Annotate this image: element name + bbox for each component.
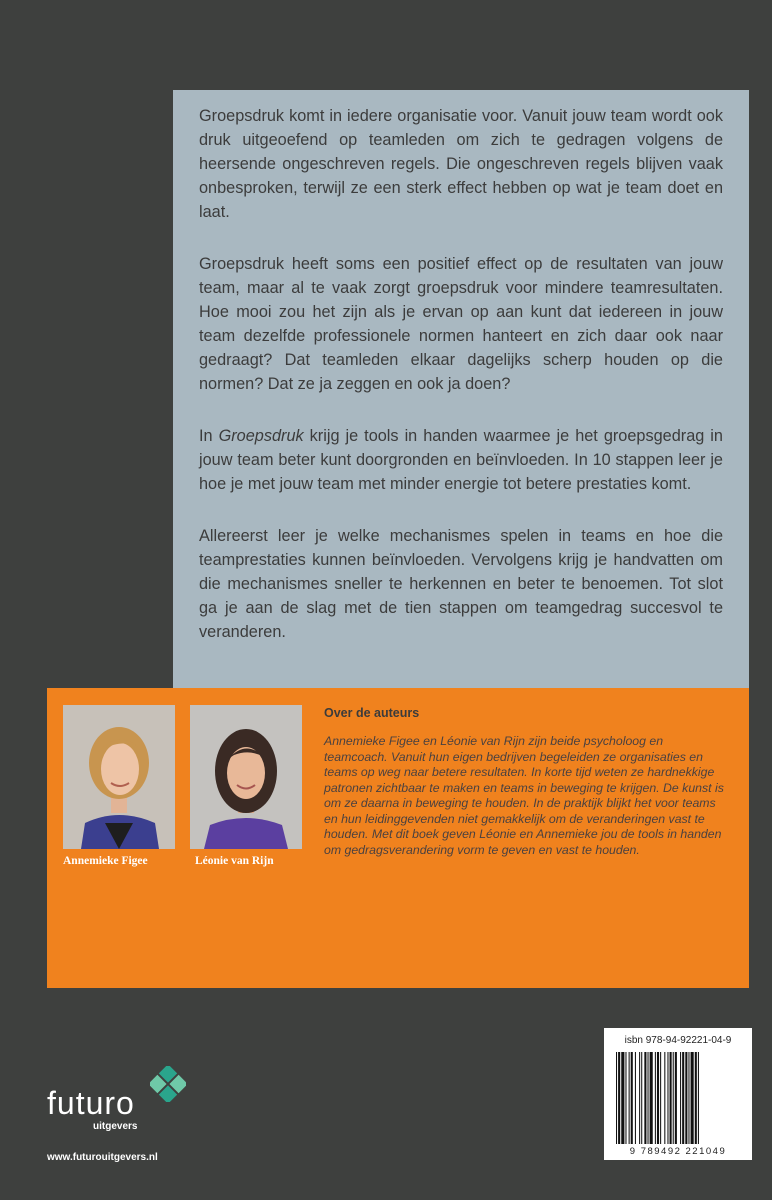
barcode-bar — [685, 1052, 687, 1144]
blurb-paragraph-3 — [199, 424, 723, 496]
book-title-italic: Groepsdruk — [218, 427, 304, 445]
publisher-logo-subtext: uitgevers — [93, 1121, 138, 1132]
barcode-bar — [688, 1052, 689, 1144]
barcode-bar — [644, 1052, 646, 1144]
publisher-logo-icon — [150, 1066, 186, 1102]
blurb-paragraph-4: Allereerst leer je welke mechanismes spelen in teams en hoe die teamprestaties kunnen beïnvloeden. Vervolgens krijg je handvatten om die mechanismes sneller te herkennen en beter te benoemen. Tot slot ga je aan de slag met de tien stappen om teamgedrag succesvol te veranderen. — [199, 527, 723, 641]
barcode-bar — [657, 1052, 659, 1144]
barcode-bar — [631, 1052, 633, 1144]
isbn-text: isbn 978-94-92221-04-9 — [624, 1035, 732, 1046]
barcode-bar — [616, 1052, 617, 1144]
barcode-bar — [682, 1052, 684, 1144]
barcode-bar — [675, 1052, 677, 1144]
author-photo-caption-annemieke: Annemieke Figee — [63, 855, 148, 867]
blurb-panel — [173, 90, 749, 688]
barcode-bar — [667, 1052, 668, 1144]
authors-heading: Over de auteurs — [324, 706, 420, 720]
barcode-digits: 9 789492 221049 — [629, 1146, 727, 1157]
barcode-bar — [698, 1052, 699, 1144]
barcode-bar — [673, 1052, 674, 1144]
blurb-p3-prefix: In — [199, 427, 219, 445]
barcode-bar — [641, 1052, 642, 1144]
barcode-bar — [650, 1052, 653, 1144]
barcode-bar — [664, 1052, 665, 1144]
barcode-box — [604, 1028, 752, 1160]
author-photo-caption-leonie: Léonie van Rijn — [195, 855, 274, 867]
barcode-bars — [604, 1028, 752, 1160]
authors-bio: Annemieke Figee en Léonie van Rijn zijn beide psycholoog en teamcoach. Vanuit hun eigen bedrijven begeleiden ze organisaties en teams op weg naar betere resultaten. In korte tijd weten ze hardnekkige patronen zichtbaar te maken en teams in beweging te krijgen. De kunst is om ze daarna in beweging te houden. In de praktijk blijkt het voor teams en hun leidinggevenden niet gemakkelijk om de veranderingen vast te houden. Met dit boek geven Léonie en Annemieke jou de tools in handen om gedragsverandering vorm te geven en vast te houden. — [324, 734, 724, 857]
barcode-bar — [621, 1052, 624, 1144]
author-photo-annemieke — [63, 705, 175, 849]
publisher-website: www.futurouitgevers.nl — [47, 1152, 158, 1163]
barcode-bar — [639, 1052, 640, 1144]
author-photo-leonie — [190, 705, 302, 849]
barcode-bar — [625, 1052, 626, 1144]
barcode-bar — [629, 1052, 630, 1144]
publisher-logo-text: futuro — [47, 1085, 135, 1121]
barcode-bar — [680, 1052, 681, 1144]
barcode-bar — [670, 1052, 672, 1144]
blurb-paragraph-2: Groepsdruk heeft soms een positief effect op de resultaten van jouw team, maar al te vaak zorgt groepsdruk voor mindere teamresultaten. Hoe mooi zou het zijn als je ervan op aan kunt dat iedereen in jouw team dezelfde professionele normen hanteert en zich daar ook naar gedraagt? Dat teamleden elkaar dagelijks scherp houden op die normen? Dat ze ja zeggen en ook ja doen? — [199, 255, 723, 393]
barcode-bar — [618, 1052, 620, 1144]
barcode-bar — [655, 1052, 656, 1144]
blurb-paragraph-1: Groepsdruk komt in iedere organisatie voor. Vanuit jouw team wordt ook druk uitgeoefend op teamleden om zich te gedragen volgens de heersende ongeschreven regels. Die ongeschreven regels blijven vaak onbesproken, terwijl ze een sterk effect hebben op wat je team doet en laat. — [199, 107, 723, 221]
barcode-bar — [648, 1052, 649, 1144]
barcode-bar — [635, 1052, 636, 1144]
author-panel — [47, 688, 749, 988]
barcode-bar — [691, 1052, 694, 1144]
blurb-p3-rest: krijg je tools in handen waarmee je het groepsgedrag in jouw team beter kunt doorgronden en beïnvloeden. In 10 stappen leer je hoe je met jouw team met minder energie tot betere prestaties komt. — [199, 427, 723, 493]
barcode-bar — [660, 1052, 661, 1144]
barcode-bar — [695, 1052, 697, 1144]
